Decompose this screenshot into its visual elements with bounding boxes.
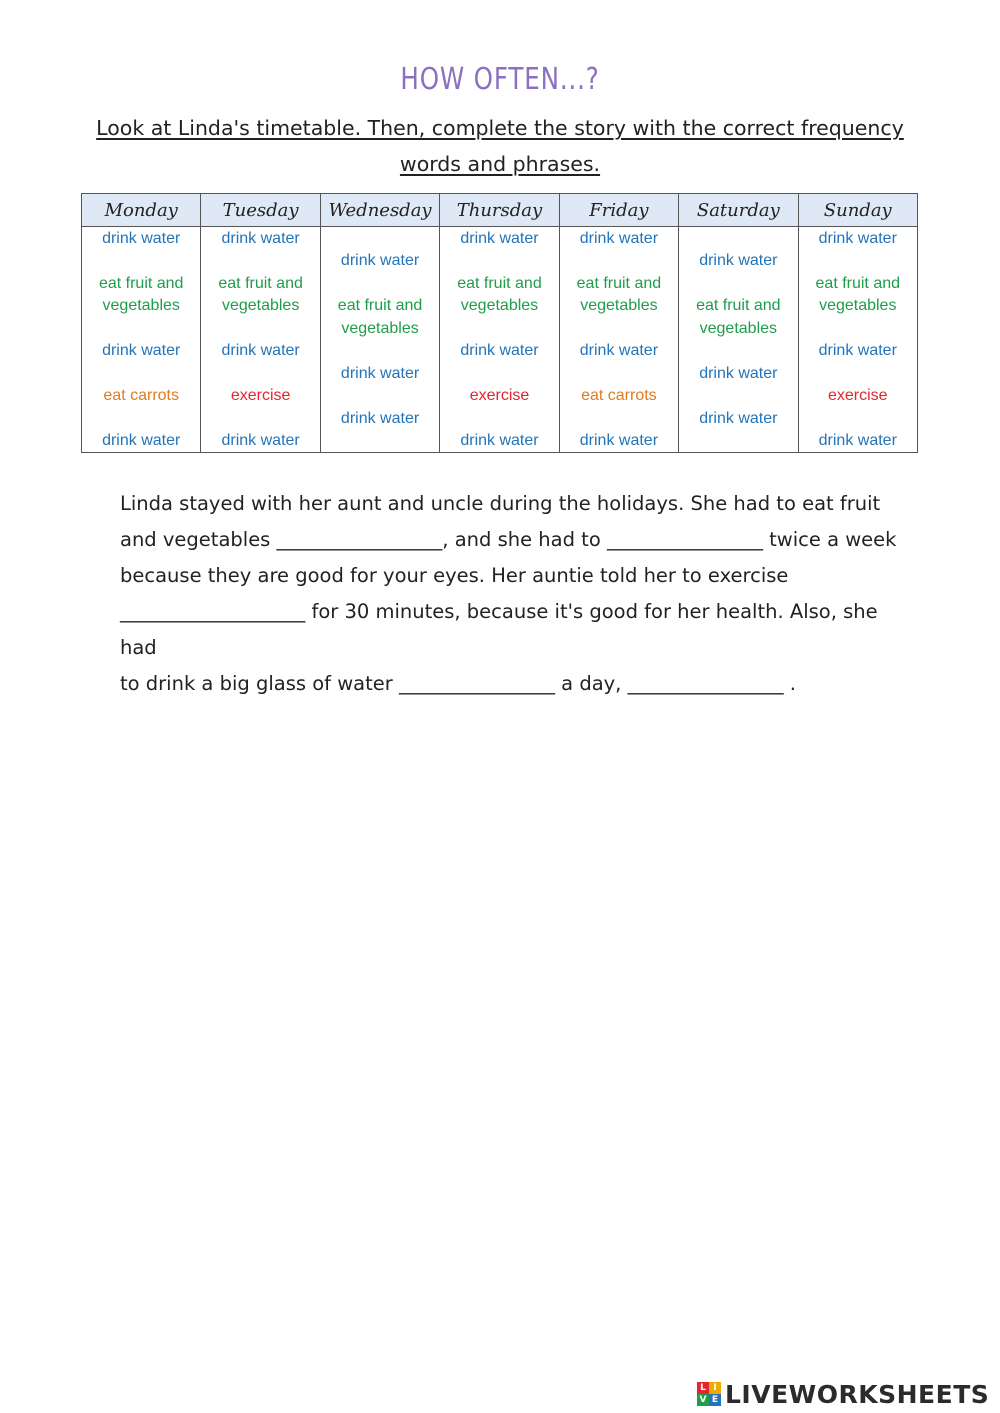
day-header-wednesday: Wednesday: [320, 194, 439, 227]
story-paragraph: [120, 486, 920, 702]
activity-drink-water: drink water: [699, 252, 778, 269]
activity-eat-fruit: eat fruit and: [576, 275, 662, 292]
day-cell-thursday: [440, 227, 559, 453]
activity-vegetables: vegetables: [819, 297, 897, 314]
day-header-tuesday: Tuesday: [201, 194, 320, 227]
activity-vegetables: vegetables: [102, 297, 180, 314]
activity-drink-water: drink water: [818, 230, 897, 247]
day-cell-monday: [82, 227, 201, 453]
activity-eat-fruit: eat fruit and: [337, 297, 423, 314]
day-cell-sunday: [798, 227, 917, 453]
activity-eat-carrots: eat carrots: [581, 387, 657, 404]
activity-drink-water: drink water: [818, 342, 897, 359]
activity-vegetables: vegetables: [221, 297, 300, 314]
activity-drink-water: drink water: [340, 365, 420, 382]
activity-drink-water: drink water: [460, 432, 539, 449]
timetable: [81, 193, 918, 453]
activity-drink-water: drink water: [221, 230, 300, 247]
logo-text: LIVEWORKSHEETS: [725, 1379, 990, 1409]
story-line: and vegetables _________________, and she had to ________________ twice a week: [120, 528, 897, 551]
day-header-friday: Friday: [559, 194, 678, 227]
activity-vegetables: vegetables: [580, 297, 658, 314]
activity-drink-water: drink water: [340, 410, 420, 427]
day-cell-tuesday: [201, 227, 320, 453]
activity-exercise: exercise: [827, 387, 888, 404]
activity-exercise: exercise: [230, 387, 291, 404]
activity-drink-water: drink water: [102, 342, 181, 359]
activity-drink-water: drink water: [699, 365, 778, 382]
story-line: because they are good for your eyes. Her auntie told her to exercise: [120, 564, 789, 587]
liveworksheets-logo: [697, 1378, 989, 1410]
activity-drink-water: drink water: [579, 342, 659, 359]
timetable-body-row: [82, 227, 918, 453]
day-cell-wednesday: [320, 227, 439, 453]
activity-eat-fruit: eat fruit and: [457, 275, 542, 292]
activity-drink-water: drink water: [102, 230, 181, 247]
activity-eat-fruit: eat fruit and: [218, 275, 303, 292]
activity-drink-water: drink water: [699, 410, 778, 427]
activity-eat-carrots: eat carrots: [103, 387, 179, 404]
activity-drink-water: drink water: [221, 432, 300, 449]
day-cell-saturday: [679, 227, 798, 453]
activity-vegetables: vegetables: [460, 297, 539, 314]
activity-drink-water: drink water: [340, 252, 420, 269]
activity-drink-water: drink water: [460, 230, 539, 247]
activity-eat-fruit: eat fruit and: [696, 297, 781, 314]
instruction-text: Look at Linda's timetable. Then, complete the story with the correct frequency words and phrases.: [96, 116, 904, 176]
story-line: Linda stayed with her aunt and uncle during the holidays. She had to eat fruit: [120, 492, 881, 515]
activity-drink-water: drink water: [460, 342, 539, 359]
page-title: HOW OFTEN...?: [400, 62, 600, 97]
day-header-sunday: Sunday: [798, 194, 917, 227]
activity-exercise: exercise: [469, 387, 530, 404]
timetable-header-row: [82, 194, 918, 227]
activity-vegetables: vegetables: [699, 320, 778, 337]
day-cell-friday: [559, 227, 678, 453]
activity-eat-fruit: eat fruit and: [98, 275, 184, 292]
activity-vegetables: vegetables: [341, 320, 419, 337]
activity-drink-water: drink water: [818, 432, 897, 449]
activity-drink-water: drink water: [579, 230, 659, 247]
activity-drink-water: drink water: [102, 432, 181, 449]
activity-eat-fruit: eat fruit and: [815, 275, 901, 292]
story-line: ___________________ for 30 minutes, because it's good for her health. Also, she had: [120, 600, 878, 659]
activity-drink-water: drink water: [221, 342, 300, 359]
day-header-thursday: Thursday: [440, 194, 559, 227]
day-header-monday: Monday: [82, 194, 201, 227]
day-header-saturday: Saturday: [679, 194, 798, 227]
activity-drink-water: drink water: [579, 432, 659, 449]
story-line: to drink a big glass of water ________________ a day, ________________ .: [120, 672, 796, 695]
logo-mark-icon: L I V E: [697, 1382, 721, 1406]
